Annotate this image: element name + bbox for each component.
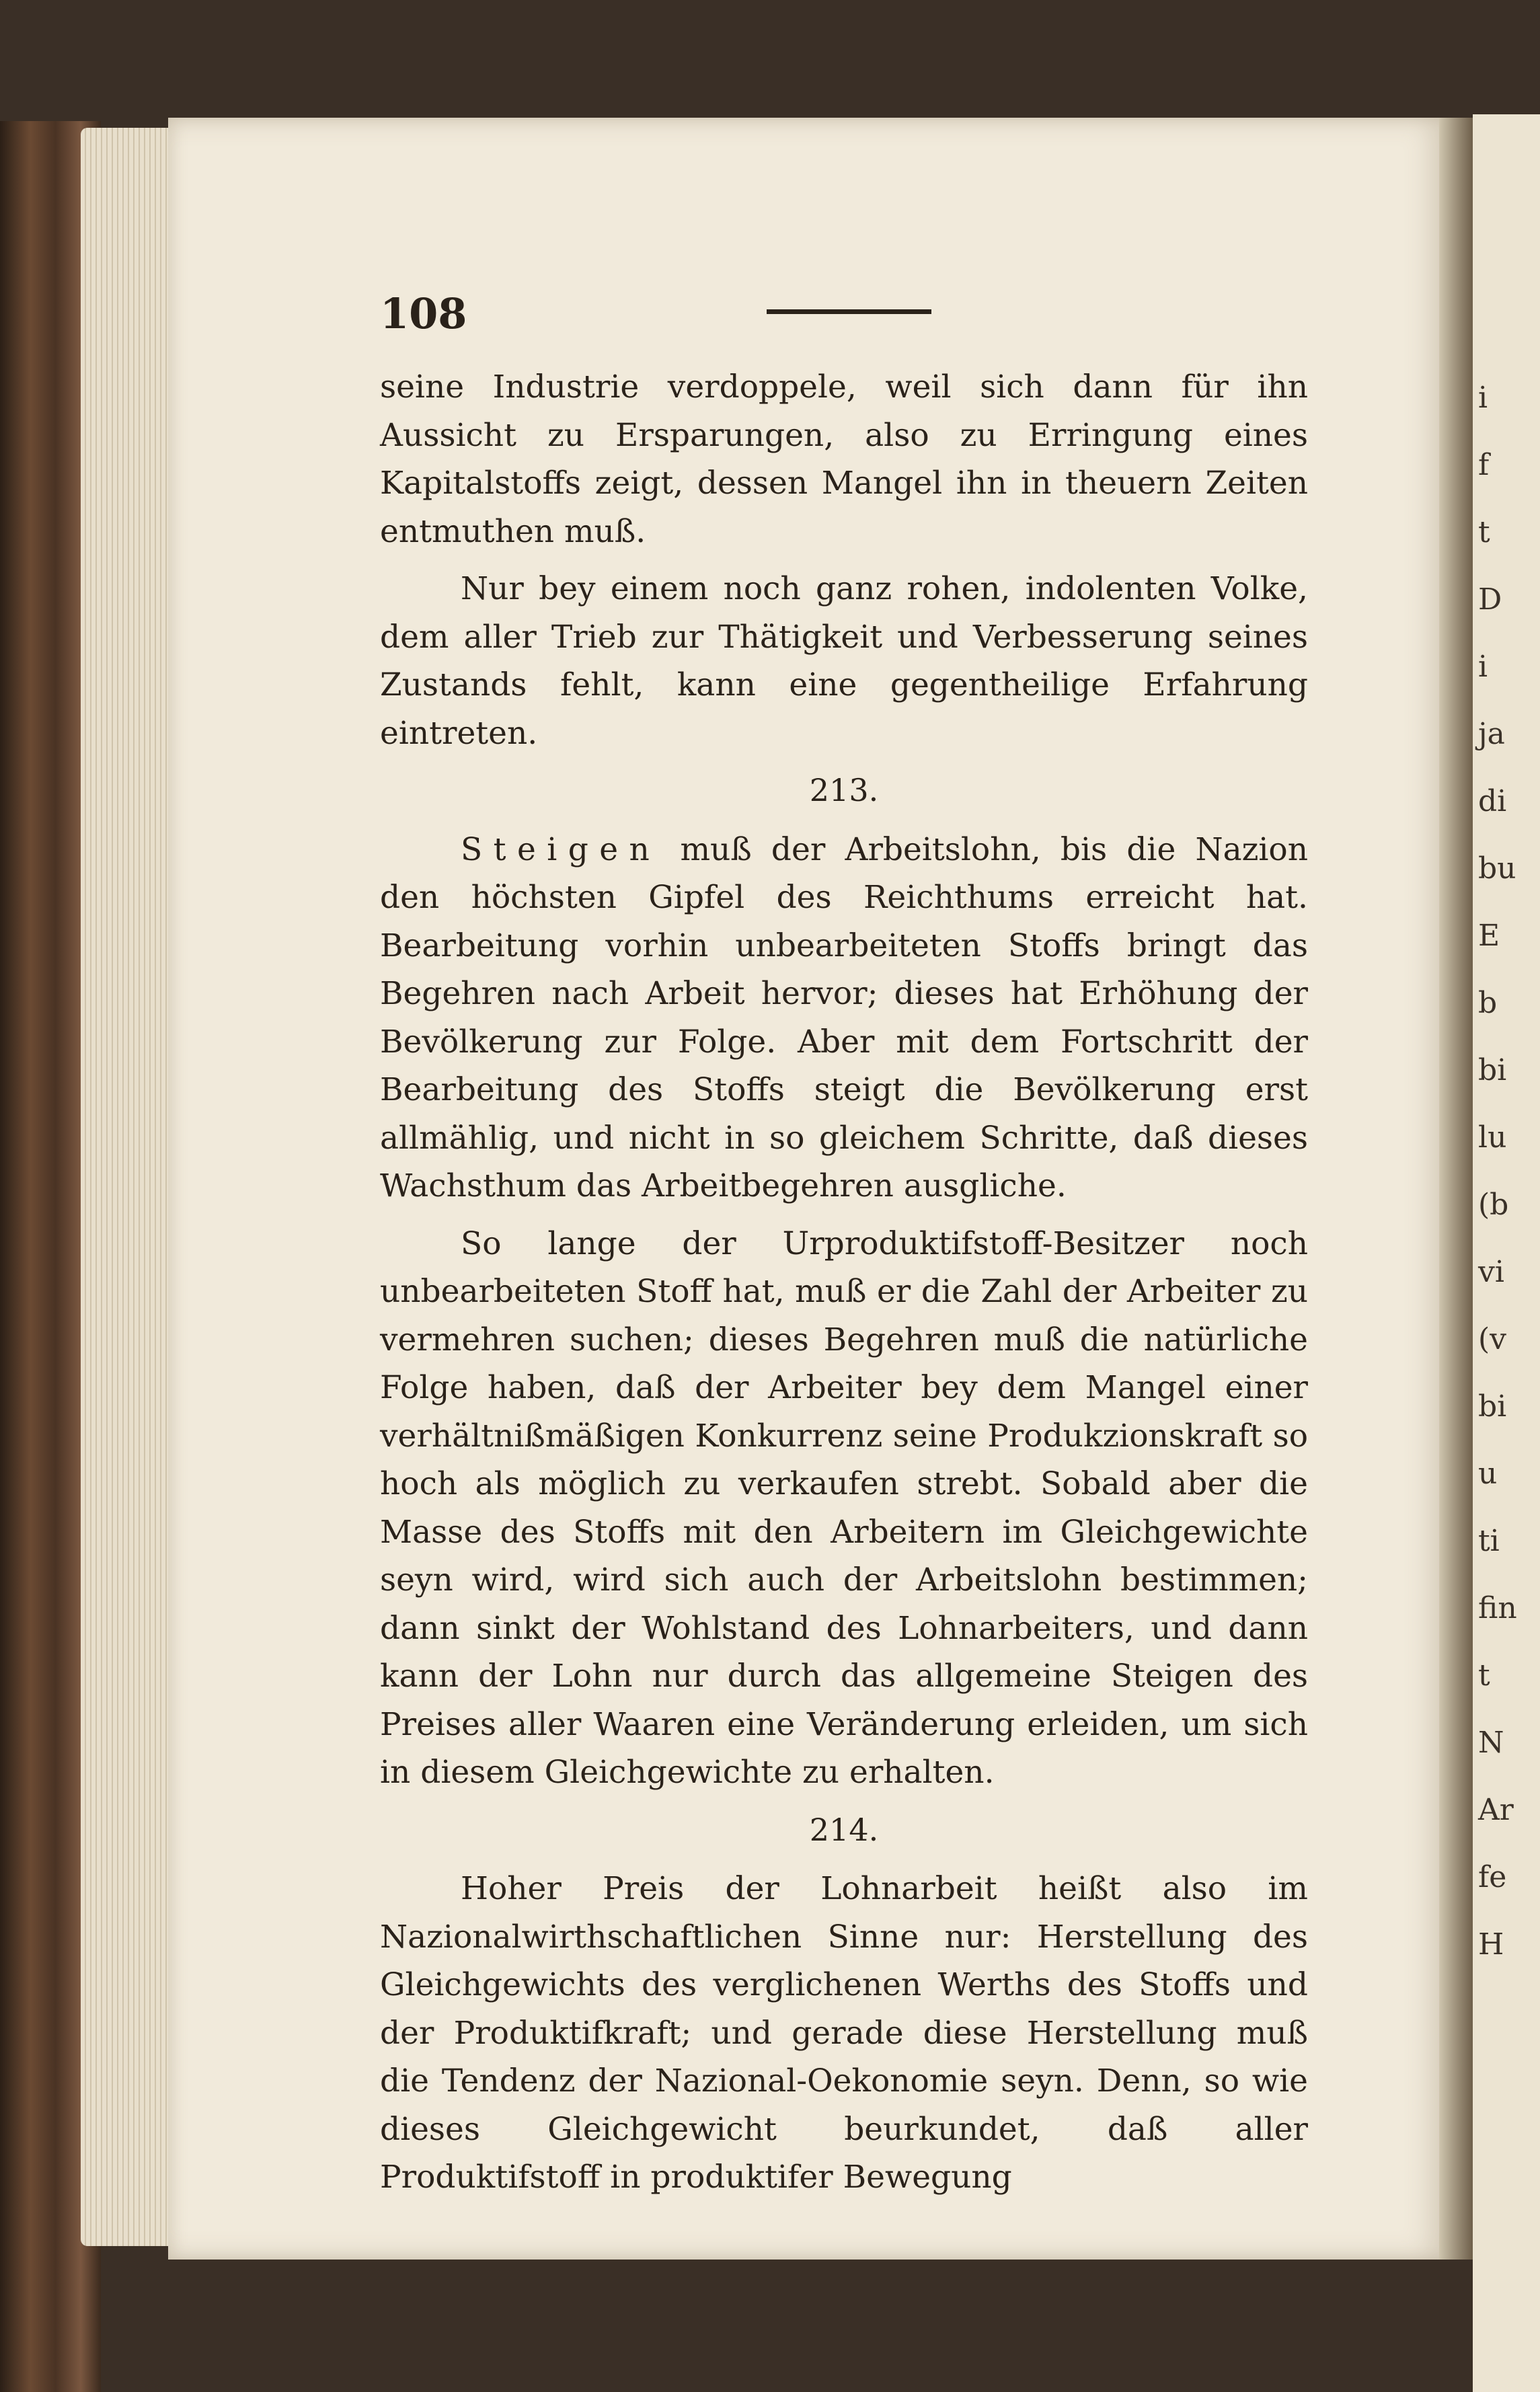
facing-page-fragment: i — [1478, 650, 1488, 684]
page-body — [380, 363, 1308, 2211]
section-number: 214. — [809, 1811, 879, 1848]
paragraph: Nur bey einem noch ganz rohen, indolenten Volke, dem aller Trieb zur Thätigkeit und Verbesserung seines Zustands fehlt, kann eine gegentheilige Erfahrung eintreten. — [380, 570, 1308, 752]
facing-page-fragment: Ar — [1478, 1793, 1514, 1827]
facing-page-fragment: di — [1478, 784, 1507, 818]
facing-page-fragment: H — [1478, 1927, 1504, 1962]
facing-page-fragment: b — [1478, 986, 1498, 1020]
book-gutter — [1439, 118, 1473, 2260]
facing-page-fragment: lu — [1478, 1120, 1507, 1155]
facing-page-fragment: E — [1478, 919, 1500, 953]
facing-page-fragment: fin — [1478, 1591, 1517, 1625]
facing-page-fragment: bi — [1478, 1389, 1507, 1424]
facing-page-fragment: vi — [1478, 1255, 1504, 1289]
paragraph: seine Industrie verdoppele, weil sich dann für ihn Aussicht zu Ersparungen, also zu Erringung eines Kapitalstoffs zeigt, dessen Mangel ihn in theuern Zeiten entmuthen muß. — [380, 369, 1308, 550]
facing-page-fragment: i — [1478, 381, 1488, 415]
facing-page-fragment: ti — [1478, 1524, 1500, 1558]
facing-page-fragment: t — [1478, 515, 1490, 549]
facing-page-fragment: (b — [1478, 1188, 1509, 1222]
facing-page-fragment: u — [1478, 1457, 1498, 1491]
page-number: 108 — [380, 289, 467, 338]
facing-page-edge — [1473, 114, 1540, 2392]
emphasized-word: Steigen — [461, 831, 661, 868]
facing-page-fragment: f — [1478, 448, 1490, 482]
paragraph: Hoher Preis der Lohnarbeit heißt also im Nazionalwirthschaftlichen Sinne nur: Herstellung des Gleichgewichts des verglichenen Werths des Stoffs und der Produktifkraft; und gerade diese Herstellung muß die Tendenz der Nazional-Oekonomie seyn. Denn, so wie dieses Gleichgewicht beurkundet, daß aller Produktifstoff in produktifer Bewegung — [380, 1870, 1308, 2196]
header-rule — [767, 309, 931, 314]
facing-page-fragment: ja — [1478, 717, 1505, 751]
facing-page-fragment: bi — [1478, 1053, 1507, 1087]
facing-page-fragment: t — [1478, 1658, 1490, 1693]
paragraph: So lange der Urproduktifstoff-Besitzer noch unbearbeiteten Stoff hat, muß er die Zahl der Arbeiter zu vermehren suchen; dieses Begehren muß die natürliche Folge haben, daß der Arbeiter bey dem Mangel einer verhältnißmäßigen Konkurrenz seine Produkzionskraft so hoch als möglich zu verkaufen strebt. Sobald aber die Masse des Stoffs mit den Arbeitern im Gleichgewichte seyn wird, wird sich auch der Arbeitslohn bestimmen; dann sinkt der Wohlstand des Lohnarbeiters, und dann kann der Lohn nur durch das allgemeine Steigen des Preises aller Waaren eine Veränderung erleiden, um sich in diesem Gleichgewichte zu erhalten. — [380, 1225, 1308, 1791]
paragraph-text: muß der Arbeitslohn, bis die Nazion den höchsten Gipfel des Reichthums erreicht hat. Bearbeitung vorhin unbearbeiteten Stoffs bringt das Begehren nach Arbeit hervor; dieses hat Erhöhung der Bevölkerung zur Folge. Aber mit dem Fortschritt der Bearbeitung des Stoffs steigt die Bevölkerung erst allmählig, und nicht in so gleichem Schritte, daß dieses Wachsthum das Arbeitbegehren ausgliche. — [380, 831, 1308, 1204]
facing-page-fragment: D — [1478, 582, 1502, 617]
section-number: 213. — [809, 772, 879, 808]
facing-page-fragment: (v — [1478, 1322, 1507, 1356]
page-block-edges — [81, 128, 182, 2246]
facing-page-fragment: bu — [1478, 851, 1516, 886]
facing-page-fragment: N — [1478, 1726, 1504, 1760]
paragraph — [380, 826, 1308, 1210]
facing-page-fragment: fe — [1478, 1860, 1507, 1894]
